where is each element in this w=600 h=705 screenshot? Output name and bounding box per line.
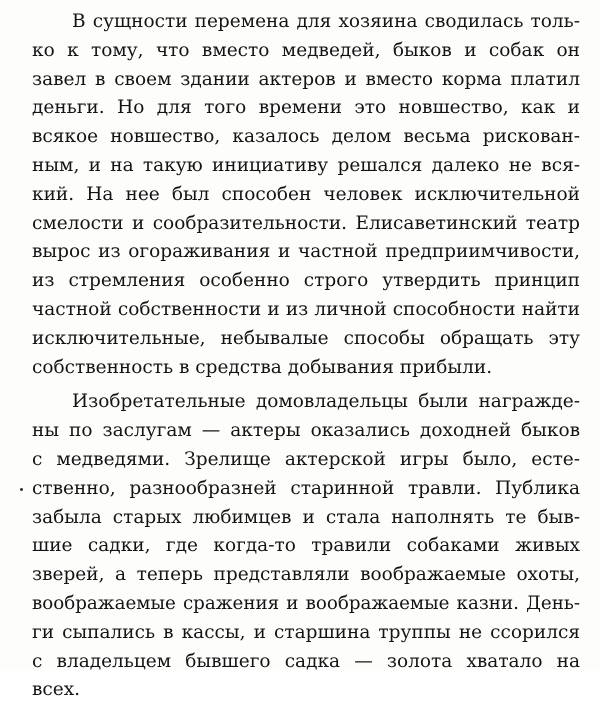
text-line: ги сыпались в кассы, и старшина труппы не ссорился bbox=[32, 621, 580, 643]
text-line: ственно, разнообразней старинной травли. Публика bbox=[32, 477, 580, 499]
text-line: собственность в средства добывания прибыли. bbox=[32, 356, 493, 378]
text-line: деньги. Но для того времени это новшество, как и bbox=[32, 97, 580, 119]
text-line: с медведями. Зрелище актерской игры было, есте- bbox=[32, 448, 580, 470]
text-line: Изобретательные домовладельцы были награжде- bbox=[72, 391, 580, 413]
text-line: ным, и на такую инициативу решался далеко не вся- bbox=[32, 154, 580, 176]
print-speck bbox=[20, 488, 23, 491]
text-line: кий. На нее был способен человек исключительной bbox=[32, 183, 580, 205]
text-line: воображаемые сражения и воображаемые казни. День- bbox=[32, 592, 580, 614]
text-body bbox=[32, 8, 580, 705]
text-line: шие садки, где когда-то травили собаками живых bbox=[32, 535, 580, 557]
text-line: завел в своем здании актеров и вместо корма платил bbox=[32, 68, 580, 90]
text-line: смелости и сообразительности. Елисаветинский театр bbox=[32, 212, 580, 234]
text-line: частной собственности и из личной способности найти bbox=[32, 298, 580, 320]
text-line: ко к тому, что вместо медведей, быков и собак он bbox=[32, 39, 580, 61]
text-line: В сущности перемена для хозяина сводилась толь- bbox=[72, 11, 580, 32]
text-line: всех. bbox=[32, 679, 81, 701]
paragraph bbox=[32, 388, 580, 705]
text-line: вырос из огораживания и частной предприимчивости, bbox=[32, 241, 580, 263]
paragraph bbox=[32, 8, 580, 382]
text-line: из стремления особенно строго утвердить принцип bbox=[32, 270, 580, 292]
text-line: ны по заслугам — актеры оказались доходней быков bbox=[32, 420, 580, 442]
text-line: исключительные, небывалые способы обращать эту bbox=[32, 327, 580, 349]
text-line: зверей, а теперь представляли воображаемые охоты, bbox=[32, 564, 580, 586]
text-line: с владельцем бывшего садка — золота хватало на bbox=[32, 650, 580, 672]
text-line: всякое новшество, казалось делом весьма рискован- bbox=[32, 126, 580, 148]
text-line: забыла старых любимцев и стала наполнять те быв- bbox=[32, 506, 580, 528]
